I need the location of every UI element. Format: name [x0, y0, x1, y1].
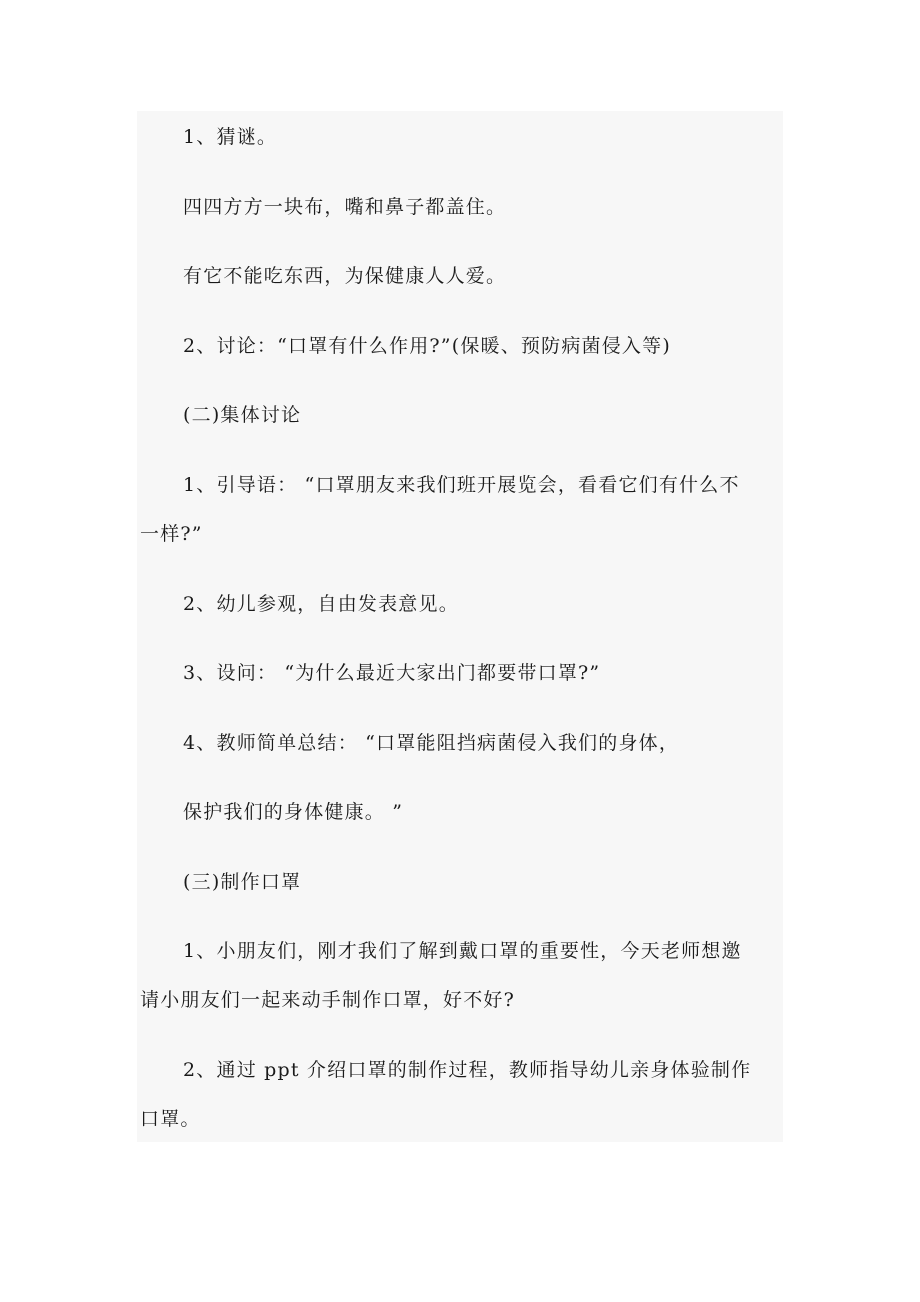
- text-line: 2、幼儿参观，自由发表意见。: [183, 593, 459, 615]
- text-line: 有它不能吃东西，为保健康人人爱。: [183, 265, 507, 287]
- text-line: 3、设问： “为什么最近大家出门都要带口罩?”: [183, 662, 601, 684]
- text-line: 1、引导语： “口罩朋友来我们班开展览会，看看它们有什么不: [183, 474, 740, 496]
- text-line: 保护我们的身体健康。 ”: [183, 801, 404, 823]
- text-line: 4、教师简单总结： “口罩能阻挡病菌侵入我们的身体，: [183, 732, 680, 754]
- text-line: 口罩。: [140, 1108, 201, 1130]
- text-line: 2、讨论：“口罩有什么作用?”(保暖、预防病菌侵入等): [183, 335, 671, 357]
- section-heading: (三)制作口罩: [183, 871, 302, 893]
- section-heading: (二)集体讨论: [183, 404, 302, 426]
- text-line: 1、小朋友们，刚才我们了解到戴口罩的重要性，今天老师想邀: [183, 940, 742, 962]
- text-line: 请小朋友们一起来动手制作口罩，好不好?: [140, 989, 515, 1011]
- text-line: 1、猜谜。: [183, 126, 278, 148]
- text-line: 一样?”: [140, 523, 203, 545]
- text-line: 2、通过 ppt 介绍口罩的制作过程，教师指导幼儿亲身体验制作: [183, 1059, 752, 1081]
- text-line: 四四方方一块布，嘴和鼻子都盖住。: [183, 196, 507, 218]
